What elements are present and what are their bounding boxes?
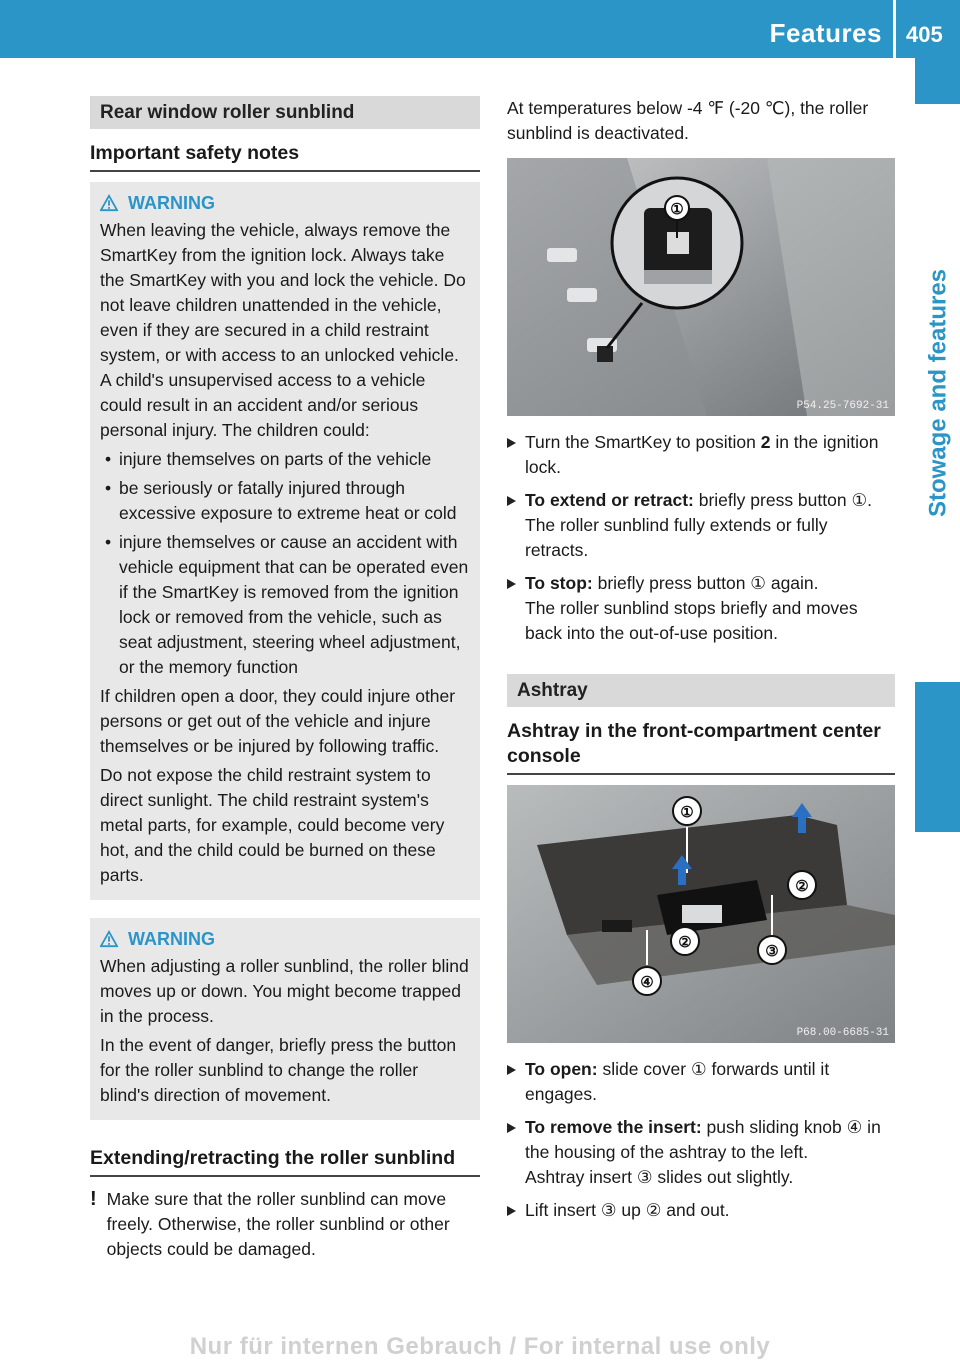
step-text: briefly press button ①. xyxy=(693,490,873,510)
step-arrow-icon xyxy=(507,1206,516,1216)
section-title-sunblind: Rear window roller sunblind xyxy=(90,96,480,129)
step-text: briefly press button ① again. xyxy=(592,573,819,593)
step-text: Lift insert ③ up ② and out. xyxy=(525,1200,730,1220)
warning-box-children xyxy=(90,182,480,900)
instruction-step xyxy=(507,1115,895,1190)
footer-watermark: Nur für internen Gebrauch / For internal use only xyxy=(189,1333,771,1360)
step-arrow-icon xyxy=(507,1123,516,1133)
warning-intro: When leaving the vehicle, always remove the SmartKey from the ignition lock. Always take the SmartKey with you and lock the vehicle. Do not leave children unattended in the vehicle, even if they are secured in a child restraint system, or with access to an unlocked vehicle. A child's unsupervised access to a vehicle could result in an accident and/or serious personal injury. The children could: xyxy=(100,220,466,440)
warning-triangle-icon xyxy=(100,930,118,948)
step-arrow-icon xyxy=(507,438,516,448)
chapter-title: Features xyxy=(769,18,882,48)
sunblind-photo-illustration xyxy=(507,158,895,416)
right-column xyxy=(507,96,895,1231)
exclamation-icon: ! xyxy=(90,1188,97,1210)
sunblind-steps xyxy=(507,430,895,646)
ashtray-heading: Ashtray in the front-compartment center console xyxy=(507,707,895,775)
callout-2: ② xyxy=(678,934,692,951)
warning-paragraph: In the event of danger, briefly press the button for the roller sunblind to change the roller blind's direction of movement. xyxy=(100,1035,457,1105)
step-followup: Ashtray insert ③ slides out slightly. xyxy=(525,1167,794,1187)
extend-heading: Extending/retracting the roller sunblind xyxy=(90,1120,480,1177)
warning-triangle-icon xyxy=(100,194,118,212)
step-followup: The roller sunblind fully extends or fully retracts. xyxy=(525,515,828,560)
step-arrow-icon xyxy=(507,1065,516,1075)
step-text: slide cover ① forwards until it engages. xyxy=(525,1059,830,1104)
side-tab-marker xyxy=(915,682,960,832)
instruction-step xyxy=(507,488,895,563)
page-header xyxy=(0,0,960,58)
side-tab-label: Stowage and features xyxy=(924,268,951,518)
step-bold-label: To extend or retract: xyxy=(525,490,694,510)
warning-paragraph: Do not expose the child restraint system to direct sunlight. The child restraint system's metal parts, for example, could become very hot, and the child could be burned on these parts. xyxy=(100,765,445,885)
sunblind-button-photo xyxy=(507,158,895,416)
warning-bullet: • injure themselves or cause an accident with vehicle equipment that can be operated even if the SmartKey is removed from the ignition lock or removed from the vehicle, such as seat adjustment, steering wheel adjustment, or the memory function xyxy=(100,530,471,680)
warning-paragraph: If children open a door, they could injure other persons or get out of the vehicle and injure themselves or be injured by following traffic. xyxy=(100,686,456,756)
ashtray-photo-illustration xyxy=(507,785,895,1043)
step-followup: The roller sunblind stops briefly and moves back into the out-of-use position. xyxy=(525,598,858,643)
warning-bullet: • injure themselves on parts of the vehicle xyxy=(100,447,471,472)
step-bold-label: To open: xyxy=(525,1059,598,1079)
ashtray-photo xyxy=(507,785,895,1043)
step-arrow-icon xyxy=(507,579,516,589)
step-bold-label: To remove the insert: xyxy=(525,1117,702,1137)
warning-label: WARNING xyxy=(128,193,215,213)
step-text: push sliding knob ④ in the housing of the ashtray to the left. xyxy=(525,1117,881,1162)
callout-1: ① xyxy=(680,804,694,821)
page-number: 405 xyxy=(906,22,943,47)
warning-title xyxy=(100,192,471,214)
instruction-step xyxy=(507,1198,895,1223)
instruction-step xyxy=(507,1057,895,1107)
ashtray-steps xyxy=(507,1057,895,1223)
step-text: Turn the SmartKey to position xyxy=(525,432,761,452)
warning-bullet: • be seriously or fatally injured through excessive exposure to extreme heat or cold xyxy=(100,476,471,526)
damage-note-text: Make sure that the roller sunblind can move freely. Otherwise, the roller sunblind or other objects could be damaged. xyxy=(106,1189,450,1259)
side-tab-top-block xyxy=(915,58,960,104)
side-tab xyxy=(915,104,960,682)
callout-2: ② xyxy=(795,878,809,895)
temperature-note: At temperatures below -4 ℉ (-20 ℃), the roller sunblind is deactivated. xyxy=(507,98,869,143)
warning-box-trapping xyxy=(90,918,480,1120)
photo-reference: P68.00-6685-31 xyxy=(796,1027,889,1039)
step-bold-label: To stop: xyxy=(525,573,593,593)
step-text-after: in the ignition lock. xyxy=(525,432,879,477)
callout-3: ③ xyxy=(765,943,779,960)
left-column xyxy=(90,96,480,1262)
step-bold-inline: 2 xyxy=(760,432,771,452)
section-title-ashtray: Ashtray xyxy=(507,674,895,707)
instruction-step xyxy=(507,571,895,646)
warning-label: WARNING xyxy=(128,929,215,949)
instruction-step xyxy=(507,430,895,480)
warning-title xyxy=(100,928,471,950)
damage-note xyxy=(90,1187,480,1262)
header-divider xyxy=(893,0,896,58)
warning-paragraph: When adjusting a roller sunblind, the roller blind moves up or down. You might become trapped in the process. xyxy=(100,956,469,1026)
callout-4: ④ xyxy=(640,974,654,991)
safety-heading: Important safety notes xyxy=(90,129,480,172)
callout-1: ① xyxy=(670,201,684,218)
photo-reference: P54.25-7692-31 xyxy=(796,400,889,412)
step-arrow-icon xyxy=(507,496,516,506)
